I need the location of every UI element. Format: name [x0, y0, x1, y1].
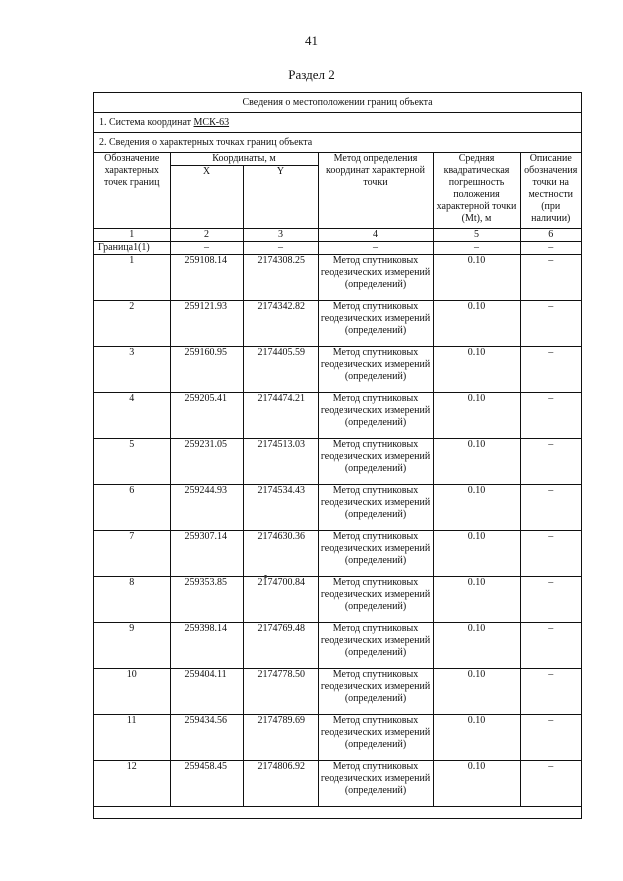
y-coordinate: 2174513.03 — [243, 439, 318, 485]
table-row — [94, 577, 581, 623]
point-number: 12 — [94, 761, 170, 807]
y-coordinate: 2174700.84 — [243, 577, 318, 623]
boundary-name: Граница1(1) — [94, 242, 170, 255]
accuracy-cell: 0.10 — [433, 715, 520, 761]
table-row — [94, 439, 581, 485]
header-method: Метод определения координат характерной точки — [318, 153, 433, 229]
section-title: Раздел 2 — [288, 67, 335, 82]
points-heading: 2. Сведения о характерных точках границ объекта — [94, 133, 581, 153]
accuracy-cell: 0.10 — [433, 393, 520, 439]
boundary-row — [94, 242, 581, 255]
point-number: 2 — [94, 301, 170, 347]
point-number: 7 — [94, 531, 170, 577]
accuracy-cell: 0.10 — [433, 347, 520, 393]
description-cell: – — [520, 393, 581, 439]
column-number: 2 — [170, 229, 243, 242]
point-number: 1 — [94, 255, 170, 301]
description-cell: – — [520, 531, 581, 577]
x-coordinate: 259160.95 — [170, 347, 243, 393]
y-coordinate: 2174806.92 — [243, 761, 318, 807]
accuracy-cell: 0.10 — [433, 485, 520, 531]
coordinate-system-line — [94, 113, 581, 133]
header-row-1 — [94, 153, 581, 166]
page-number: 41 — [305, 33, 318, 48]
points-table — [94, 153, 581, 807]
column-number: 3 — [243, 229, 318, 242]
x-coordinate: 259244.93 — [170, 485, 243, 531]
x-coordinate: 259404.11 — [170, 669, 243, 715]
y-coordinate: 2174308.25 — [243, 255, 318, 301]
method-cell: Метод спутниковых геодезических измерений (определений) — [318, 347, 433, 393]
accuracy-cell: 0.10 — [433, 623, 520, 669]
boundary-dash: – — [318, 242, 433, 255]
x-coordinate: 259307.14 — [170, 531, 243, 577]
method-cell: Метод спутниковых геодезических измерений (определений) — [318, 531, 433, 577]
accuracy-cell: 0.10 — [433, 255, 520, 301]
y-coordinate: 2174342.82 — [243, 301, 318, 347]
table-row — [94, 255, 581, 301]
description-cell: – — [520, 623, 581, 669]
y-coordinate: 2174630.36 — [243, 531, 318, 577]
table-row — [94, 347, 581, 393]
point-number: 8 — [94, 577, 170, 623]
accuracy-cell: 0.10 — [433, 301, 520, 347]
header-x: X — [170, 166, 243, 229]
boundary-dash: – — [520, 242, 581, 255]
method-cell: Метод спутниковых геодезических измерений (определений) — [318, 393, 433, 439]
description-cell: – — [520, 301, 581, 347]
point-number: 5 — [94, 439, 170, 485]
point-number: 11 — [94, 715, 170, 761]
header-y: Y — [243, 166, 318, 229]
y-coordinate: 2174789.69 — [243, 715, 318, 761]
point-number: 6 — [94, 485, 170, 531]
method-cell: Метод спутниковых геодезических измерений (определений) — [318, 485, 433, 531]
method-cell: Метод спутниковых геодезических измерений (определений) — [318, 439, 433, 485]
x-coordinate: 259231.05 — [170, 439, 243, 485]
accuracy-cell: 0.10 — [433, 761, 520, 807]
description-cell: – — [520, 715, 581, 761]
column-number: 6 — [520, 229, 581, 242]
column-number: 1 — [94, 229, 170, 242]
point-number: 4 — [94, 393, 170, 439]
scan-speck — [264, 575, 267, 578]
point-number: 9 — [94, 623, 170, 669]
x-coordinate: 259108.14 — [170, 255, 243, 301]
y-coordinate: 2174778.50 — [243, 669, 318, 715]
table-row — [94, 393, 581, 439]
header-description: Описание обозначения точки на местности (при наличии) — [520, 153, 581, 229]
boundary-dash: – — [433, 242, 520, 255]
description-cell: – — [520, 485, 581, 531]
boundary-dash: – — [243, 242, 318, 255]
description-cell: – — [520, 347, 581, 393]
y-coordinate: 2174769.48 — [243, 623, 318, 669]
x-coordinate: 259353.85 — [170, 577, 243, 623]
method-cell: Метод спутниковых геодезических измерений (определений) — [318, 255, 433, 301]
table-row — [94, 485, 581, 531]
table-row — [94, 301, 581, 347]
x-coordinate: 259434.56 — [170, 715, 243, 761]
column-number-row — [94, 229, 581, 242]
description-cell: – — [520, 577, 581, 623]
accuracy-cell: 0.10 — [433, 669, 520, 715]
method-cell: Метод спутниковых геодезических измерений (определений) — [318, 669, 433, 715]
method-cell: Метод спутниковых геодезических измерений (определений) — [318, 623, 433, 669]
frame-title: Сведения о местоположении границ объекта — [94, 93, 581, 113]
description-cell: – — [520, 669, 581, 715]
accuracy-cell: 0.10 — [433, 439, 520, 485]
table-row — [94, 761, 581, 807]
table-row — [94, 715, 581, 761]
column-number: 5 — [433, 229, 520, 242]
x-coordinate: 259458.45 — [170, 761, 243, 807]
header-point-name: Обозначение характерных точек границ — [94, 153, 170, 229]
column-number: 4 — [318, 229, 433, 242]
accuracy-cell: 0.10 — [433, 577, 520, 623]
boundary-dash: – — [170, 242, 243, 255]
coordinate-system-value: МСК-63 — [193, 117, 230, 128]
x-coordinate: 259398.14 — [170, 623, 243, 669]
y-coordinate: 2174474.21 — [243, 393, 318, 439]
point-number: 10 — [94, 669, 170, 715]
method-cell: Метод спутниковых геодезических измерений (определений) — [318, 301, 433, 347]
point-number: 3 — [94, 347, 170, 393]
description-cell: – — [520, 255, 581, 301]
header-accuracy: Средняя квадратическая погрешность положения характерной точки (Mt), м — [433, 153, 520, 229]
y-coordinate: 2174534.43 — [243, 485, 318, 531]
table-row — [94, 623, 581, 669]
x-coordinate: 259121.93 — [170, 301, 243, 347]
table-row — [94, 669, 581, 715]
method-cell: Метод спутниковых геодезических измерений (определений) — [318, 577, 433, 623]
coordinate-system-label: 1. Система координат — [99, 117, 192, 128]
y-coordinate: 2174405.59 — [243, 347, 318, 393]
header-coordinates: Координаты, м — [170, 153, 318, 166]
method-cell: Метод спутниковых геодезических измерений (определений) — [318, 715, 433, 761]
accuracy-cell: 0.10 — [433, 531, 520, 577]
method-cell: Метод спутниковых геодезических измерений (определений) — [318, 761, 433, 807]
description-cell: – — [520, 439, 581, 485]
boundary-info-frame — [93, 92, 582, 819]
description-cell: – — [520, 761, 581, 807]
table-row — [94, 531, 581, 577]
x-coordinate: 259205.41 — [170, 393, 243, 439]
